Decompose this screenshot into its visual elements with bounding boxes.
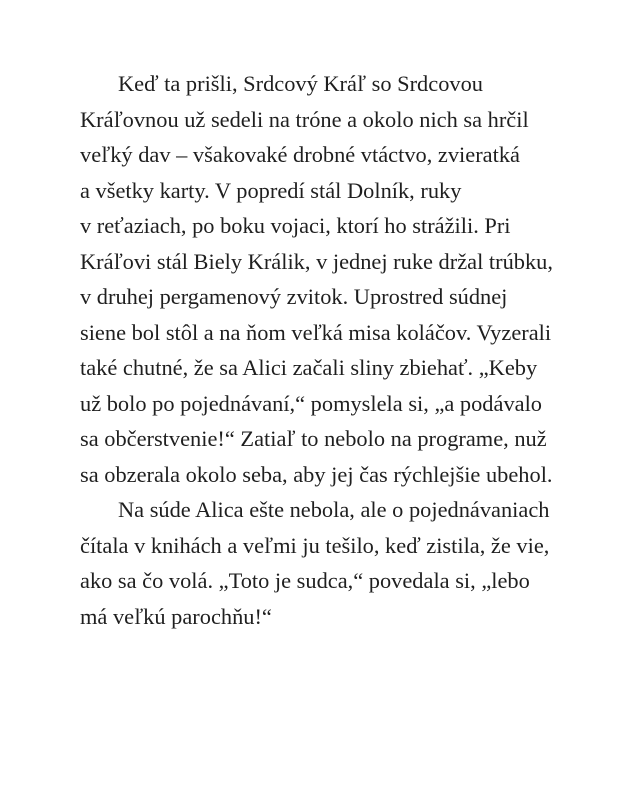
paragraph-1 bbox=[80, 66, 580, 492]
text-line: Kráľovnou už sedeli na tróne a okolo nich sa hrčil bbox=[80, 106, 529, 132]
text-line: už bolo po pojednávaní,“ pomyslela si, „a podávalo bbox=[80, 390, 542, 416]
text-line: v druhej pergamenový zvitok. Uprostred súdnej bbox=[80, 284, 508, 309]
text-line: sa občerstvenie!“ Zatiaľ to nebolo na programe, nuž bbox=[80, 426, 547, 451]
text-line: Kráľovi stál Biely Králik, v jednej ruke držal trúbku, bbox=[80, 248, 553, 274]
text-line: siene bol stôl a na ňom veľká misa koláčov. Vyzerali bbox=[80, 319, 552, 345]
body-text bbox=[80, 66, 580, 634]
text-line: a všetky karty. V popredí stál Dolník, ruky bbox=[80, 177, 462, 203]
text-line: čítala v knihách a veľmi ju tešilo, keď zistila, že vie, bbox=[80, 532, 550, 558]
text-line: Na súde Alica ešte nebola, ale o pojednávaniach bbox=[118, 497, 550, 522]
paragraph-2 bbox=[80, 492, 580, 634]
text-line: ako sa čo volá. „Toto je sudca,“ povedala si, „lebo bbox=[80, 568, 530, 593]
text-line: Keď ta prišli, Srdcový Kráľ so Srdcovou bbox=[118, 71, 483, 96]
text-line: v reťaziach, po boku vojaci, ktorí ho strážili. Pri bbox=[80, 213, 511, 238]
text-line: sa obzerala okolo seba, aby jej čas rýchlejšie ubehol. bbox=[80, 461, 553, 487]
text-line: má veľkú parochňu!“ bbox=[80, 603, 272, 629]
text-line: také chutné, že sa Alici začali sliny zbiehať. „Keby bbox=[80, 355, 538, 380]
text-line: veľký dav – všakovaké drobné vtáctvo, zvieratká bbox=[80, 142, 520, 167]
